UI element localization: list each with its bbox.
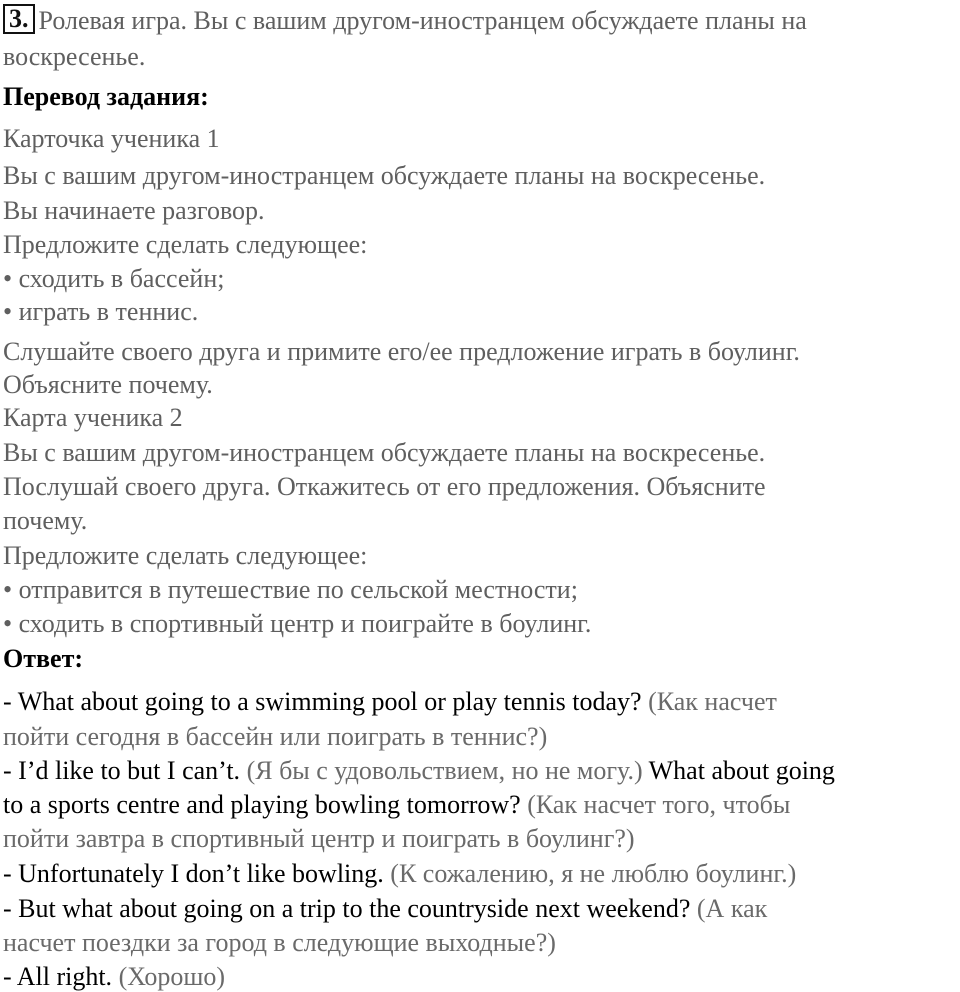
dialogue-ru: пойти сегодня в бассейн или поиграть в теннис?) [3, 722, 548, 751]
dialogue-line [3, 928, 556, 958]
student1-bullet: • сходить в бассейн; [3, 264, 225, 293]
student1-listen-line: Объясните почему. [3, 370, 213, 399]
task-header [3, 4, 807, 38]
translation-heading: Перевод задания: [3, 82, 209, 111]
dialogue-ru: (Как насчет [641, 687, 777, 716]
dialogue-en: - All right. [3, 962, 113, 991]
task-text-line2: воскресенье. [3, 42, 146, 71]
student1-line: Вы с вашим другом-иностранцем обсуждаете планы на воскресенье. [3, 161, 766, 190]
dialogue-ru: (Как насчет того, чтобы [520, 790, 791, 819]
dialogue-en: - I’d like to but I can’t. [3, 756, 241, 785]
task-text-line1: Ролевая игра. Вы с вашим другом-иностранцем обсуждаете планы на [38, 6, 807, 35]
dialogue-line [3, 859, 796, 889]
answer-heading: Ответ: [3, 644, 84, 673]
student2-line: почему. [3, 506, 88, 535]
dialogue-line [3, 687, 777, 717]
student2-title: Карта ученика 2 [3, 403, 183, 432]
dialogue-ru: (А как [690, 894, 768, 923]
dialogue-ru: (Я бы с удовольствием, но не могу.) [240, 756, 643, 785]
student2-bullet: • отправится в путешествие по сельской местности; [3, 575, 578, 604]
dialogue-en: What about going [642, 756, 835, 785]
dialogue-line [3, 722, 547, 752]
dialogue-line [3, 962, 225, 992]
dialogue-ru: (К сожалению, я не люблю боулинг.) [383, 859, 797, 888]
student1-bullet: • играть в теннис. [3, 297, 199, 326]
task-number: 3. [3, 4, 35, 34]
dialogue-en: - But what about going on a trip to the countryside next weekend? [3, 894, 691, 923]
student1-listen-line: Слушайте своего друга и примите его/ее предложение играть в боулинг. [3, 337, 800, 366]
dialogue-ru: (Хорошо) [112, 962, 226, 991]
student2-line: Вы с вашим другом-иностранцем обсуждаете планы на воскресенье. [3, 438, 766, 467]
dialogue-line [3, 790, 790, 820]
dialogue-line [3, 894, 767, 924]
student2-bullet: • сходить в спортивный центр и поиграйте в боулинг. [3, 609, 592, 638]
dialogue-en: - What about going to a swimming pool or play tennis today? [3, 687, 642, 716]
student1-line: Вы начинаете разговор. [3, 196, 265, 225]
dialogue-ru: пойти завтра в спортивный центр и поиграть в боулинг?) [3, 824, 635, 853]
student2-line: Предложите сделать следующее: [3, 541, 368, 570]
dialogue-en: to a sports centre and playing bowling tomorrow? [3, 790, 521, 819]
dialogue-line [3, 756, 835, 786]
student1-line: Предложите сделать следующее: [3, 230, 368, 259]
student2-line: Послушай своего друга. Откажитесь от его предложения. Объясните [3, 472, 766, 501]
dialogue-en: - Unfortunately I don’t like bowling. [3, 859, 384, 888]
dialogue-ru: насчет поездки за город в следующие выходные?) [3, 928, 556, 957]
student1-title: Карточка ученика 1 [3, 124, 220, 153]
dialogue-line [3, 824, 635, 854]
